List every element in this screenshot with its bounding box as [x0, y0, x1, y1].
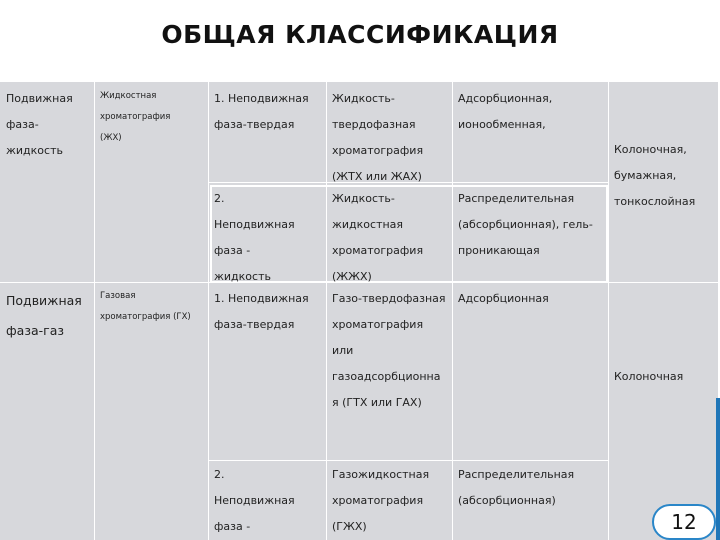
decorative-side-bar [716, 398, 720, 540]
row1-method: Жидкостная хроматография (ЖХ) [100, 91, 171, 143]
row1-mobile-phase: Подвижная фаза- жидкость [6, 92, 73, 157]
row1-technique: Колоночная, бумажная, тонкослойная [614, 143, 696, 208]
row2-sub1-stationary: 1. Неподвижная фаза-твердая [214, 292, 309, 331]
row2-mobile-phase: Подвижная фаза-газ [6, 293, 82, 338]
row2-sub1-mechanism: Адсорбционная [458, 292, 549, 305]
row1-sub2-mechanism: Распределительная (абсорбционная), гель- проникающая [458, 192, 593, 257]
row2-sub2-stationary: 2. Неподвижная фаза - [214, 468, 295, 533]
row1-sub2-name: Жидкость- жидкостная хроматография (ЖЖХ) [332, 192, 424, 283]
row2-sub2-name: Газожидкостная хроматография (ГЖХ) [332, 468, 430, 533]
row1-sub1-name: Жидкость- твердофазная хроматография (ЖТХ или ЖАХ) [332, 92, 424, 183]
row1-sub2-stationary: 2. Неподвижная фаза - жидкость [214, 192, 295, 283]
page-title: ОБЩАЯ КЛАССИФИКАЦИЯ [161, 20, 559, 49]
row1-sub1-mechanism: Адсорбционная, ионообменная, [458, 92, 553, 131]
row2-technique: Колоночная [614, 370, 684, 383]
row1-sub1-stationary: 1. Неподвижная фаза-твердая [214, 92, 309, 131]
page-number-badge: 12 [652, 504, 716, 540]
classification-table [0, 82, 718, 540]
row2-method: Газовая хроматография (ГХ) [100, 291, 191, 322]
row2-sub2-mechanism: Распределительная (абсорбционная) [458, 468, 575, 507]
row2-sub1-name: Газо-твердофазная хроматография или газоадсорбционна я (ГТХ или ГАХ) [332, 292, 446, 409]
